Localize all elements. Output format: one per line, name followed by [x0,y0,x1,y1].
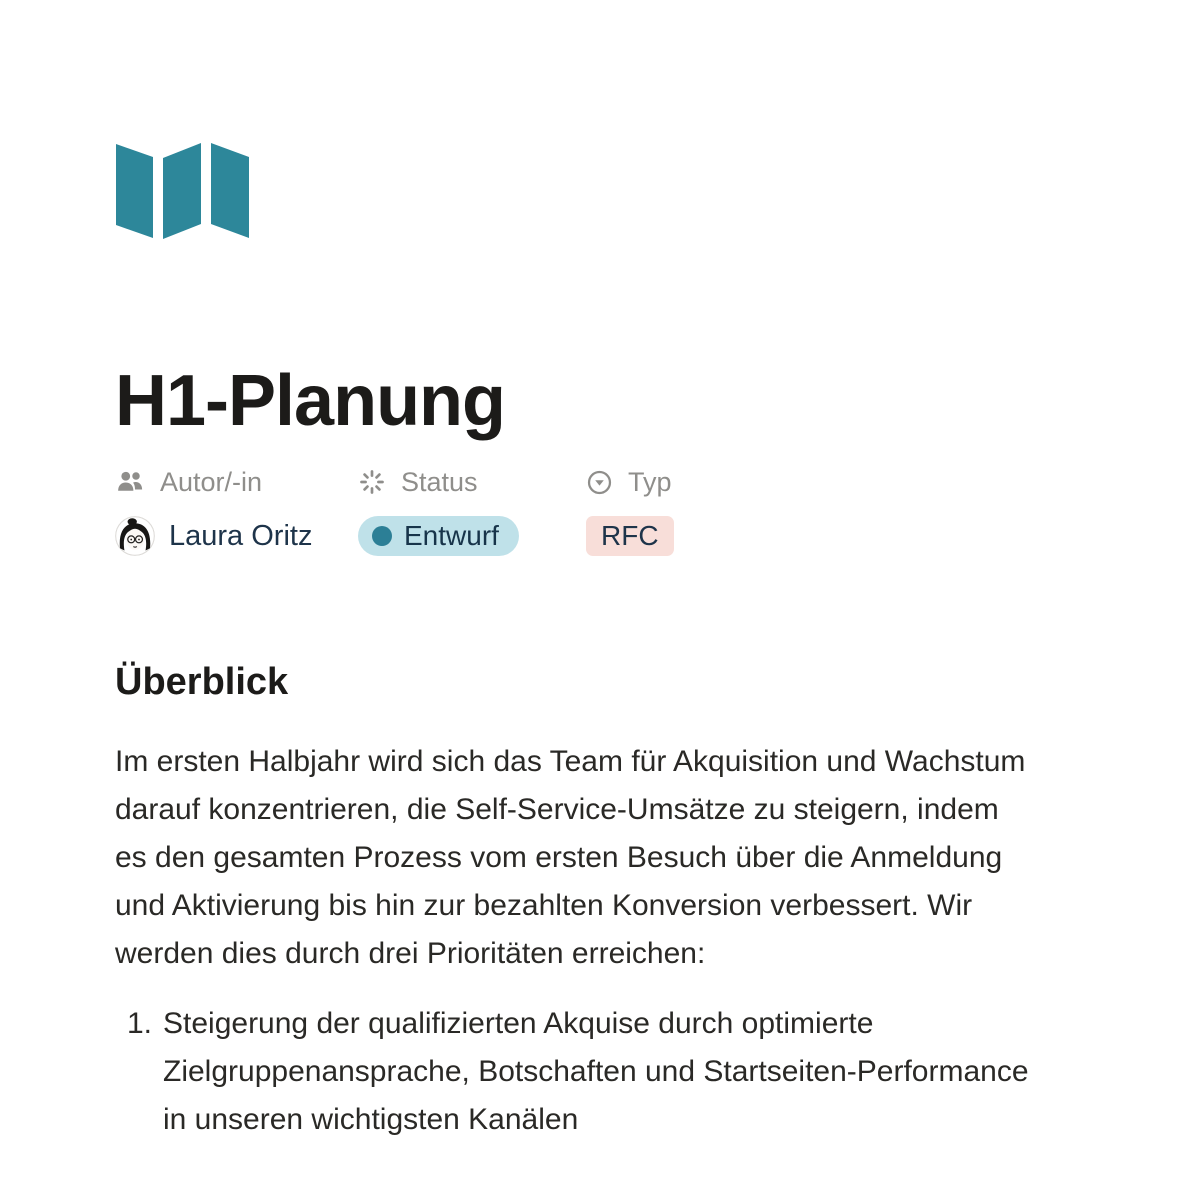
list-item-number: 1. [127,1007,153,1040]
status-text: Entwurf [404,520,499,551]
paragraph-block[interactable]: Im ersten Halbjahr wird sich das Team für Akquisition und Wachstum darauf konzentrieren, die Self-Service-Umsätze zu steigern, indem es den gesamten Prozess vom ersten Besuch über die Anmeldung und Aktivierung bis hin zur bezahlten Konversion verbessert. Wir werden dies durch drei Prioritäten erreichen: [115,745,1026,970]
status-pill [358,516,519,556]
list-item[interactable] [115,1000,1035,1144]
property-type [586,466,1050,556]
property-type-label[interactable] [586,466,1050,498]
property-status [358,466,586,556]
dropdown-circle-icon [586,469,613,496]
type-text: RFC [601,520,659,551]
section-heading[interactable]: Überblick [115,661,289,703]
property-status-value[interactable] [358,516,586,556]
notion-page [115,140,1050,1144]
property-label-text: Typ [628,466,672,497]
author-name: Laura Oritz [169,519,313,552]
property-status-label[interactable] [358,466,586,498]
numbered-list [115,1000,1050,1144]
properties-table [115,466,1050,556]
type-tag-pill [586,516,674,556]
property-author [115,466,358,556]
property-author-value[interactable] [115,516,358,556]
avatar [115,516,155,556]
property-label-text: Autor/-in [160,466,263,497]
property-label-text: Status [401,466,478,497]
property-type-value[interactable] [586,516,1050,556]
page-icon[interactable] [115,140,255,240]
list-item-text: Steigerung der qualifizierten Akquise durch optimierte Zielgruppenansprache, Botschaften und Startseiten-Performance in unseren wichtigsten Kanälen [163,1007,1029,1136]
page-title[interactable]: H1-Planung [115,361,506,441]
property-author-label[interactable] [115,466,358,498]
status-dot-icon [372,526,392,546]
map-icon [115,140,255,240]
people-icon [115,467,145,497]
spinner-icon [358,468,386,496]
